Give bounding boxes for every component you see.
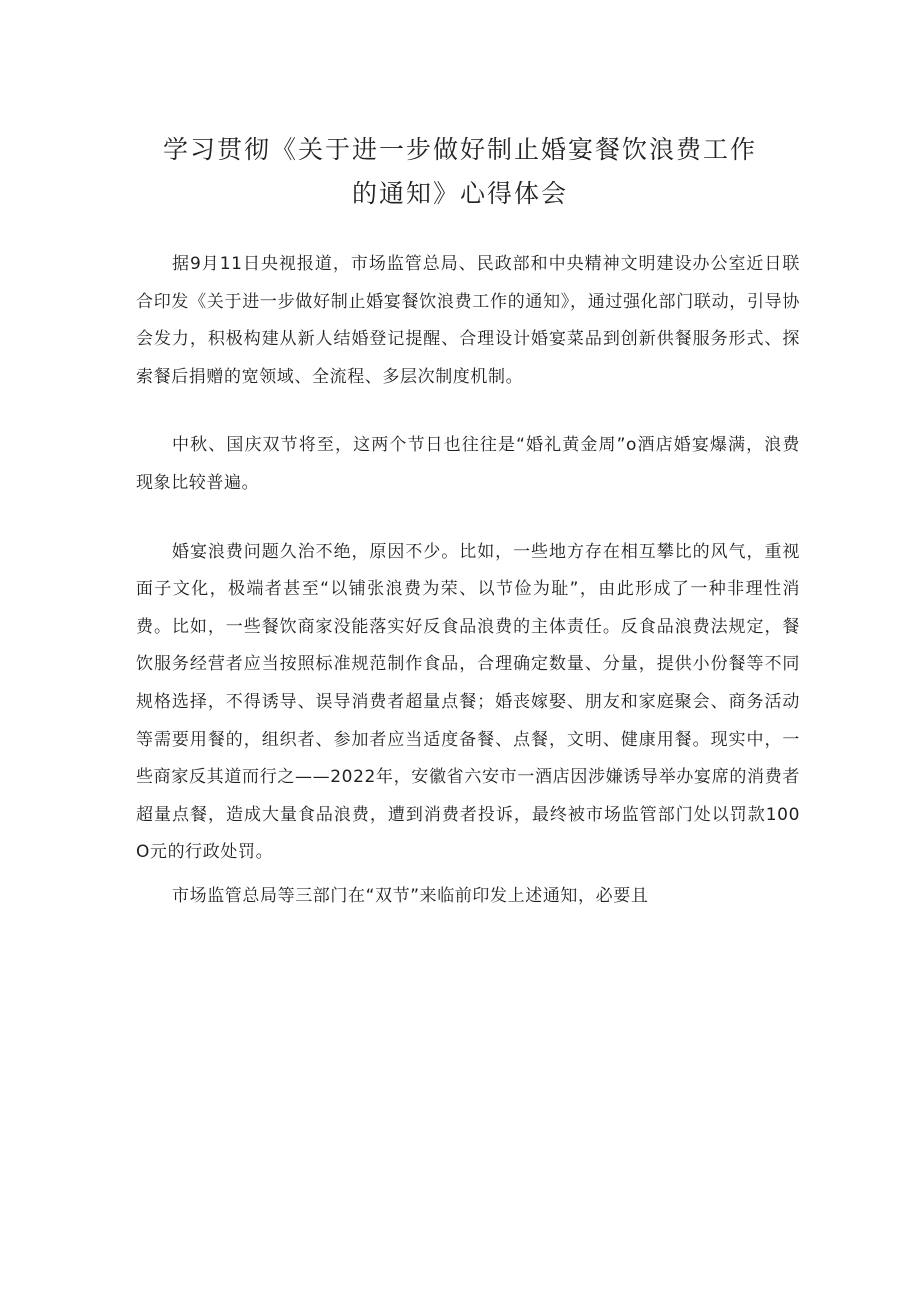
document-body [136, 246, 800, 916]
document-title [0, 128, 920, 216]
paragraph-3: 婚宴浪费问题久治不绝，原因不少。比如，一些地方存在相互攀比的风气，重视面子文化，极端者甚至“以铺张浪费为荣、以节俭为耻”，由此形成了一种非理性消费。比如，一些餐饮商家没能落实好反食品浪费的主体责任。反食品浪费法规定，餐饮服务经营者应当按照标准规范制作食品，合理确定数量、分量，提供小份餐等不同规格选择，不得诱导、误导消费者超量点餐；婚丧嫁娶、朋友和家庭聚会、商务活动等需要用餐的，组织者、参加者应当适度备餐、点餐，文明、健康用餐。现实中，一些商家反其道而行之——2022年，安徽省六安市一酒店因涉嫌诱导举办宴席的消费者超量点餐，造成大量食品浪费，遭到消费者投诉，最终被市场监管部门处以罚款100O元的行政处罚。 [136, 541, 800, 863]
paragraph-4: 市场监管总局等三部门在“双节”来临前印发上述通知，必要且 [172, 885, 649, 906]
paragraph-1: 据9月11日央视报道，市场监管总局、民政部和中央精神文明建设办公室近日联合印发《关于进一步做好制止婚宴餐饮浪费工作的通知》，通过强化部门联动，引导协会发力，积极构建从新人结婚登记提醒、合理设计婚宴菜品到创新供餐服务形式、探索餐后捐赠的宽领域、全流程、多层次制度机制。 [136, 254, 800, 387]
title-line-2: 的通知》心得体会 [351, 179, 568, 208]
paragraph-2: 中秋、国庆双节将至，这两个节日也往往是“婚礼黄金周”o酒店婚宴爆满，浪费现象比较普遍。 [136, 435, 800, 493]
title-line-1: 学习贯彻《关于进一步做好制止婚宴餐饮浪费工作 [162, 135, 757, 164]
